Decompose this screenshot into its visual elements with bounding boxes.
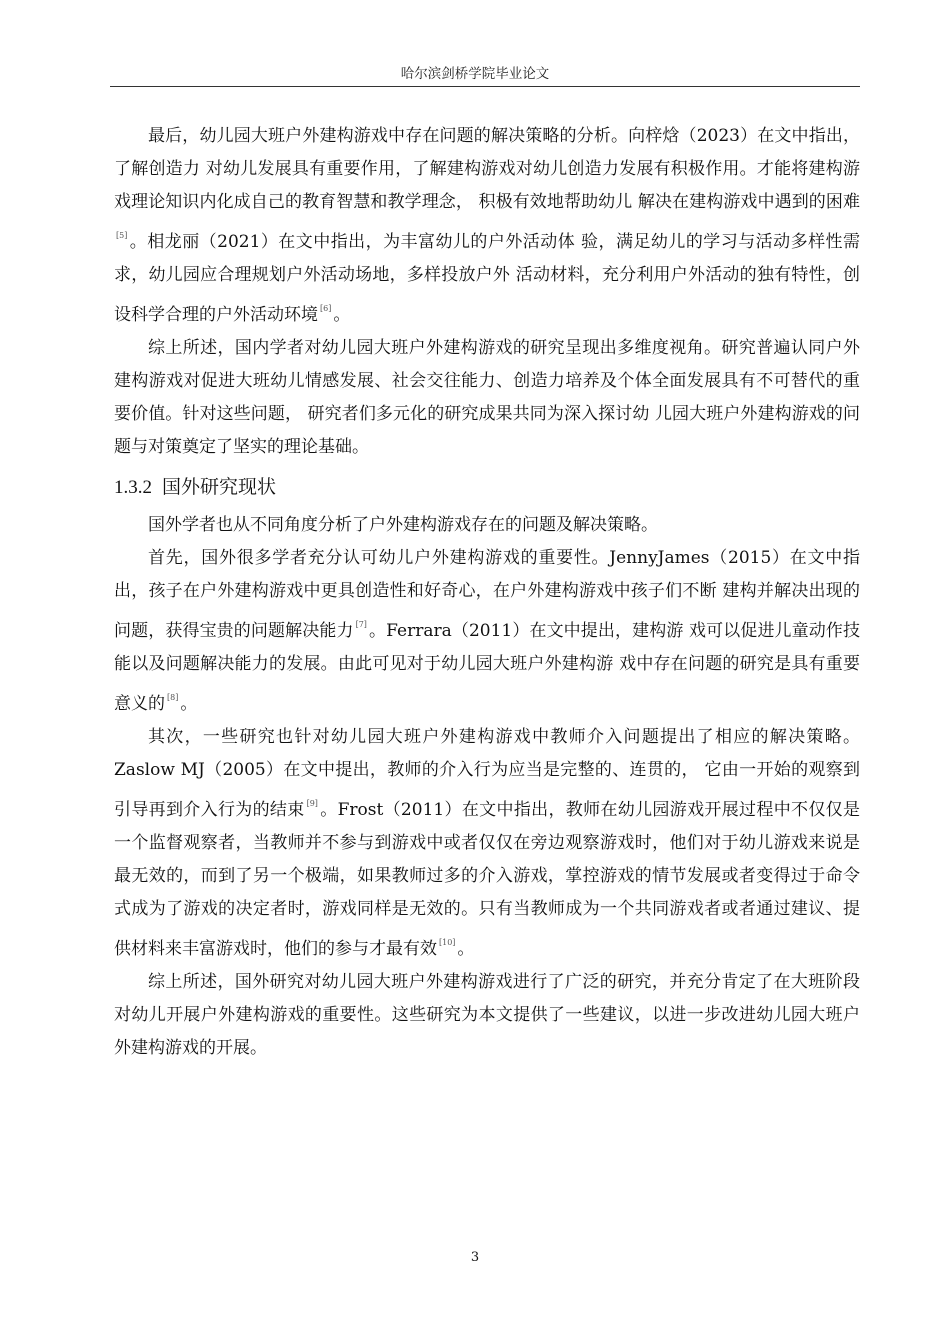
paragraph-text: 最后，幼儿园大班户外建构游戏中存在问题的解决策略的分析。向梓焓（2023）在文中指出，了解创造力 对幼儿发展具有重要作用，了解建构游戏对幼儿创造力发展有积极作用。才能将建构游戏理论知识内化成自己的教育智慧和教学理念， 积极有效地帮助幼儿 解决在建构游戏中遇到的困难	[114, 126, 860, 212]
section-title: 国外研究现状	[162, 476, 277, 498]
paragraph-text: 。	[180, 694, 198, 714]
paragraph-text: 。Ferrara（2011）在文中提出，建构游 戏可以促进儿童动作技能以及问题解决能力的发展。由此可见对于幼儿园大班户外建构游 戏中存在问题的研究是具有重要意义的	[114, 621, 861, 714]
paragraph-foreign-summary: 综上所述，国外研究对幼儿园大班户外建构游戏进行了广泛的研究，并充分肯定了在大班阶段对幼儿开展户外建构游戏的重要性。这些研究为本文提供了一些建议，以进一步改进幼儿园大班户外建构游戏的开展。	[114, 972, 860, 1058]
paragraph-domestic-summary: 综上所述，国内学者对幼儿园大班户外建构游戏的研究呈现出多维度视角。研究普遍认同户外建构游戏对促进大班幼儿情感发展、社会交往能力、创造力培养及个体全面发展具有不可替代的重要价值。针对这些问题， 研究者们多元化的研究成果共同为深入探讨幼 儿园大班户外建构游戏的问题与对策奠定了坚实的理论基础。	[114, 338, 860, 457]
paragraph-text: 其次，一些研究也针对幼儿园大班户外建构游戏中教师介入问题提出了相应的解决策略。Zaslow MJ（2005）在文中提出，教师的介入行为应当是完整的、连贯的， 它由一开始的观察到引导再到介入行为的结束	[114, 727, 860, 820]
citation-8[interactable]: [8]	[167, 693, 179, 702]
paragraph-text: 首先，国外很多学者充分认可幼儿户外建构游戏的重要性。JennyJames（2015）在文中指出，孩子在户外建构游戏中更具创造性和好奇心，在户外建构游戏中孩子们不断 建构并解决出现的问题，获得宝贵的问题解决能力	[114, 548, 860, 641]
paragraph-text: 。	[457, 939, 475, 959]
citation-7[interactable]: [7]	[355, 620, 367, 629]
section-heading	[114, 470, 860, 505]
paragraph-text: 。	[333, 305, 351, 325]
citation-9[interactable]: [9]	[306, 799, 318, 808]
paragraph-teacher-intervention	[114, 721, 860, 966]
paragraph-foreign-importance	[114, 542, 860, 721]
page-number: 3	[470, 1250, 480, 1265]
running-header: 哈尔滨剑桥学院毕业论文	[400, 66, 550, 82]
citation-5[interactable]: [5]	[116, 231, 128, 240]
paragraph-domestic-strategies	[114, 120, 860, 332]
header-rule	[110, 86, 860, 87]
paragraph-text: 。Frost（2011）在文中指出，教师在幼儿园游戏开展过程中不仅仅是一个监督观察者，当教师并不参与到游戏中或者仅仅在旁边观察游戏时，他们对于幼儿游戏来说是最无效的，而到了另一个极端，如果教师过多的介入游戏，掌控游戏的情节发展或者变得过于命令式成为了游戏的决定者时，游戏同样是无效的。只有当教师成为一个共同游戏者或者通过建议、提供材料来丰富游戏时，他们的参与才最有效	[114, 800, 860, 959]
citation-6[interactable]: [6]	[320, 304, 332, 313]
citation-10[interactable]: [10]	[439, 938, 456, 947]
paragraph-foreign-intro: 国外学者也从不同角度分析了户外建构游戏存在的问题及解决策略。	[148, 515, 658, 535]
paragraph-text: 。相龙丽（2021）在文中指出，为丰富幼儿的户外活动体 验，满足幼儿的学习与活动多样性需求，幼儿园应合理规划户外活动场地，多样投放户外 活动材料，充分利用户外活动的独有特性，创设科学合理的户外活动环境	[114, 232, 860, 325]
document-body	[114, 120, 860, 1065]
section-number: 1.3.2	[114, 477, 152, 498]
